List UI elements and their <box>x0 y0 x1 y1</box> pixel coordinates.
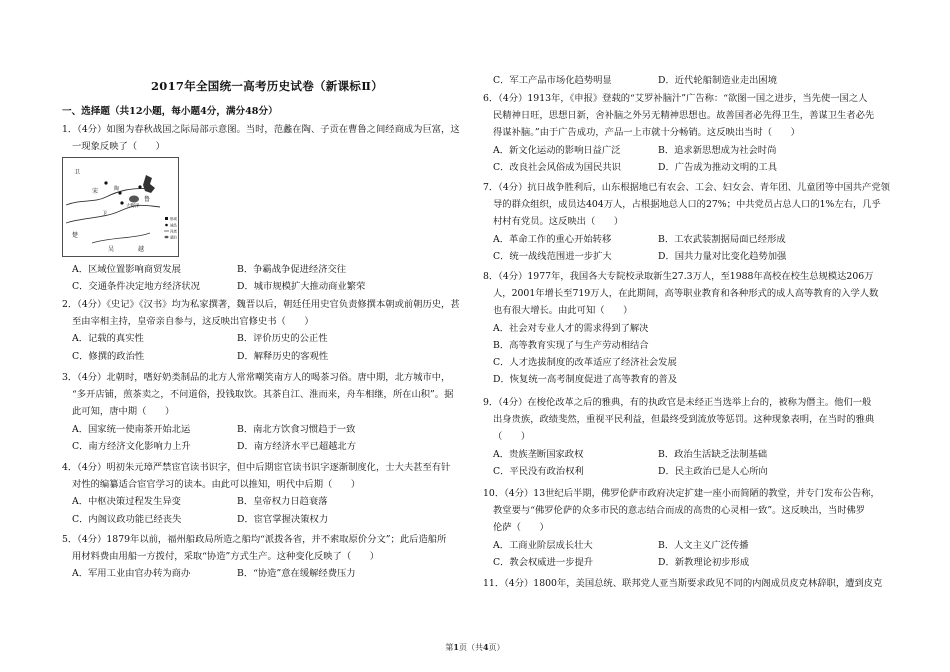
legend-city-icon <box>165 224 168 227</box>
question-10 <box>483 485 895 571</box>
option-c[interactable]: C．教会权威进一步提升 <box>493 556 594 568</box>
option-b[interactable]: B．工农武装割据局面已经形成 <box>658 233 786 245</box>
option-d[interactable]: D．宦官掌握决策权力 <box>237 513 329 525</box>
question-line: 6．（4分）1913年，《申报》登载的“艾罗补脑汁”广告称：“欲图一国之进步，当先使一国之人 <box>483 93 868 104</box>
footer-mid: 页（共 <box>459 643 483 652</box>
question-7 <box>483 179 895 265</box>
question-line: 7．（4分）抗日战争胜利后，山东根据地已有农会、工会、妇女会、青年团、儿童团等中国共产党领 <box>483 182 890 193</box>
option-b[interactable]: B．皇帝权力日趋衰落 <box>237 496 328 508</box>
option-c[interactable]: C．平民没有政治权利 <box>493 465 584 477</box>
lake-daye <box>129 196 139 203</box>
option-c[interactable]: C．人才选拔制度的改革适应了经济社会发展 <box>493 357 677 369</box>
option-a[interactable]: A．贵族垄断国家政权 <box>493 448 584 460</box>
question-line: 10．（4分）13世纪后半期，佛罗伦萨市政府决定扩建一座小而简陋的教堂，并专门发布公告称， <box>483 488 880 499</box>
question-line: 3．（4分）北朝时，嗜好奶类制品的北方人常常嘲笑南方人的喝茶习俗。唐中期，北方城市中， <box>62 372 451 383</box>
option-d[interactable]: D．南方经济水平已超越北方 <box>237 440 357 452</box>
question-line: 11．（4分）1800年，美国总统、联邦党人亚当斯要求政见不同的内阁成员皮克林辞职，遭到皮克 <box>483 578 883 589</box>
question-line: 4．（4分）明初朱元璋严禁宦官读书识字，但中后期宦官读书识字逐渐制度化，士大夫甚至有针 <box>62 462 451 473</box>
option-a[interactable]: A．国家统一使南茶开始北运 <box>72 423 191 435</box>
city-dot <box>120 201 123 204</box>
map-label: 楚 <box>72 232 79 239</box>
question-1 <box>62 121 472 155</box>
question-9 <box>483 394 895 480</box>
option-c[interactable]: C．改良社会风俗成为国民共识 <box>493 161 621 173</box>
option-d[interactable]: D．恢复统一高考制度促进了高等教育的普及 <box>493 374 678 386</box>
option-a[interactable]: A．工商业阶层成长壮大 <box>493 539 593 551</box>
option-b[interactable]: B．人文主义广泛传播 <box>658 539 749 551</box>
option-c[interactable]: C．修撰的政治性 <box>72 350 145 362</box>
map-label: 吴 <box>108 246 115 253</box>
question-5 <box>62 531 472 583</box>
map-label: 大野泽 <box>126 204 140 209</box>
option-a[interactable]: A．记载的真实性 <box>72 333 144 345</box>
question-line: 村村有党员。这反映出（ ） <box>493 216 624 228</box>
question-line: 也有很大增长。由此可知（ ） <box>493 305 633 317</box>
question-1-options <box>62 261 472 295</box>
question-line: 对性的编纂适合宦官学习的读本。由此可以推知，明代中后期（ ） <box>72 479 361 491</box>
current-page-number: 1 <box>453 642 459 652</box>
page-footer <box>0 642 950 653</box>
option-c[interactable]: C．交通条件决定地方经济状况 <box>72 281 200 293</box>
option-b[interactable]: B．追求新思想成为社会时尚 <box>658 144 777 156</box>
option-d[interactable]: D．解释历史的客观性 <box>237 350 329 362</box>
map-label: 越 <box>138 246 145 253</box>
section-heading: 一、选择题（共12小题，每小题4分，满分48分） <box>62 106 278 117</box>
question-line: 得谋补脑。”由于广告成功，产品一上市就十分畅销。这反映出当时（ ） <box>493 127 800 139</box>
question-line: 伦萨（ ） <box>493 522 549 534</box>
question-line: 教堂要与“佛罗伦萨的众多市民的意志结合而成的高贵的心灵相一致”。这反映出，当时佛罗 <box>493 505 866 517</box>
option-a[interactable]: A．区域位置影响商贸发展 <box>72 264 181 275</box>
option-b[interactable]: B．争霸战争促进经济交往 <box>237 264 347 275</box>
option-c[interactable]: C．军工产品市场化趋势明显 <box>493 75 612 86</box>
legend-label: 河流 <box>170 229 177 234</box>
option-b[interactable]: B．南北方饮食习惯趋于一致 <box>237 423 356 435</box>
option-d[interactable]: D．近代轮船制造业走出困境 <box>658 75 778 86</box>
option-b[interactable]: B．高等教育实现了与生产劳动相结合 <box>493 339 649 351</box>
option-d[interactable]: D．新教理论初步形成 <box>658 556 750 568</box>
map-label: 陶 <box>114 186 120 192</box>
option-b[interactable]: B．政治生活缺乏法制基础 <box>658 448 768 460</box>
question-line: 此可知，唐中期（ ） <box>72 406 175 418</box>
page-title: 2017年全国统一高考历史试卷（新课标Ⅱ） <box>151 79 383 93</box>
footer-suffix: 页） <box>488 643 505 652</box>
city-dot <box>138 185 141 188</box>
legend-label: 城邑 <box>170 223 177 228</box>
question-11 <box>483 575 895 592</box>
question-line: 2．（4分）《史记》《汉书》均为私家撰著，魏晋以后，朝廷任用史官负责修撰本朝或前朝历史，甚 <box>62 299 460 310</box>
option-a[interactable]: A．军用工业由官办转为商办 <box>72 568 191 580</box>
question-4 <box>62 459 472 528</box>
map-label: 卫 <box>102 211 108 217</box>
question-5-continued <box>483 72 895 89</box>
option-c[interactable]: C．内阁议政功能已经丧失 <box>72 513 182 525</box>
question-line: 1．（4分）如图为春秋战国之际局部示意图。当时，范蠡在陶、子贡在曹鲁之间经商成为巨富，这 <box>62 124 460 135</box>
question-line: 出身贵族，政绩斐然，重视平民利益，但最终受到流放等惩罚。这种现象表明，在当时的雅典 <box>493 414 875 426</box>
option-d[interactable]: D．城市规模扩大推动商业繁荣 <box>237 281 366 293</box>
question-line: 9．（4分）在梭伦改革之后的雅典，有的执政官是未经正当选举上台的，被称为僭主。他们一般 <box>483 397 872 408</box>
question-line: “多开店铺，煎茶卖之，不问道俗，投钱取饮。其茶自江、淮而来，舟车相继，所在山积”。据 <box>72 389 454 401</box>
option-a[interactable]: A．新文化运动的影响日益广泛 <box>493 144 621 156</box>
question-line: 8．（4分）1977年，我国各大专院校录取新生27.3万人，至1988年高校在校生总规模达206万 <box>483 271 874 282</box>
question-line: 至由宰相主持，皇帝亲自参与，这反映出官修史书（ ） <box>72 316 314 328</box>
city-dot <box>104 181 107 184</box>
question-line: 用材料费由用船一方拨付，采取“协造”方式生产。这种变化反映了（ ） <box>72 551 380 563</box>
legend-label: 都城 <box>170 217 177 221</box>
option-b[interactable]: B．“协造”意在缓解经费压力 <box>237 568 356 580</box>
map-label: 宋 <box>92 188 99 195</box>
option-c[interactable]: C．南方经济文化影响力上升 <box>72 440 191 452</box>
map-figure <box>62 157 179 257</box>
option-d[interactable]: D．民主政治已是人心所向 <box>658 465 768 477</box>
option-d[interactable]: D．国共力量对比变化趋势加强 <box>658 250 787 262</box>
option-a[interactable]: A．革命工作的重心开始转移 <box>493 233 612 245</box>
legend-lake-icon <box>165 236 169 239</box>
total-page-number: 4 <box>483 642 489 652</box>
option-a[interactable]: A．中枢决策过程发生异变 <box>72 496 181 508</box>
option-d[interactable]: D．广告成为推动文明的工具 <box>658 161 778 173</box>
question-line: 民精神日旺，思想日新，舍补脑之外另无精神思想也。故善国者必先得卫生，善谋卫生者必先 <box>493 110 875 122</box>
legend-label: 湖泊 <box>170 235 177 240</box>
question-line: 人，2001年增长至719万人，在此期间，高等职业教育和各种形式的成人高等教育的入学人数 <box>493 288 879 300</box>
map-label: 鲁 <box>144 196 151 203</box>
question-line: 5．（4分）1879年以前，福州船政局所造之船均“派拨各省，并不索取原价分文”；此后造船所 <box>62 534 447 545</box>
question-2 <box>62 296 472 365</box>
map-label: 卫 <box>74 169 81 176</box>
question-line: 一现象反映了（ ） <box>72 141 165 153</box>
option-b[interactable]: B．评价历史的公正性 <box>237 333 328 345</box>
question-line: （ ） <box>493 431 531 443</box>
question-8 <box>483 268 895 388</box>
question-6 <box>483 90 895 176</box>
question-3 <box>62 369 472 455</box>
legend-capital-icon <box>165 217 168 220</box>
option-c[interactable]: C．统一战线范围进一步扩大 <box>493 250 612 262</box>
option-a[interactable]: A．社会对专业人才的需求得到了解决 <box>493 322 649 334</box>
footer-prefix: 第 <box>445 643 454 652</box>
question-line: 导的群众组织，成员达404万人，占根据地总人口的27%；中共党员占总人口的1%左右，几乎 <box>493 199 881 211</box>
